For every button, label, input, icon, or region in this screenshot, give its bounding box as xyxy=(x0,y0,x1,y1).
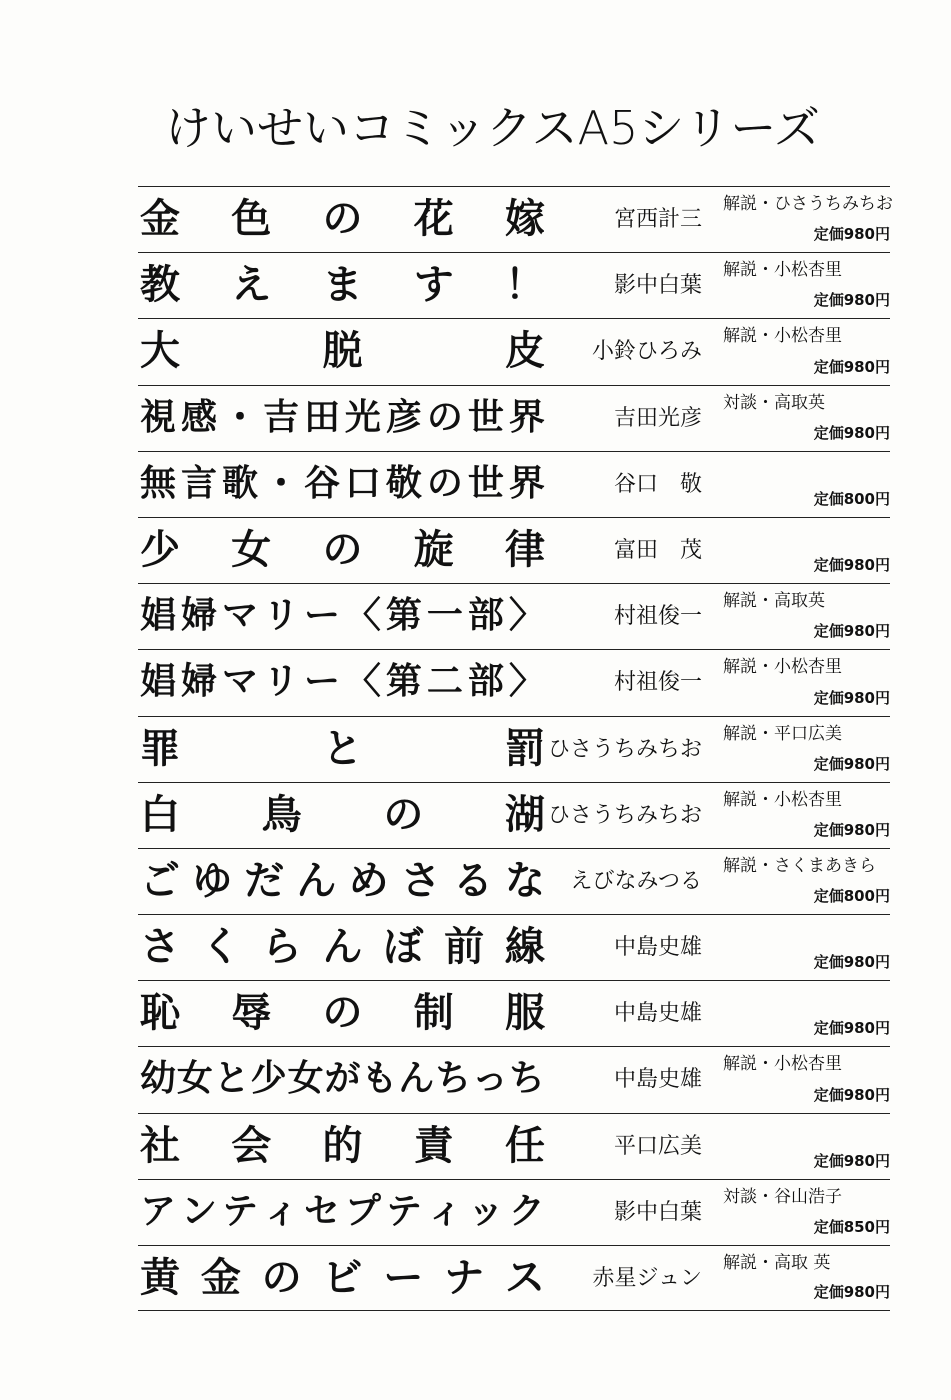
title-char: テ xyxy=(221,1190,258,1232)
book-title xyxy=(140,1057,545,1101)
book-note: 対談・谷山浩子 xyxy=(723,1186,842,1207)
title-char: さ xyxy=(400,858,441,903)
title-char: の xyxy=(322,527,363,572)
book-price: 定価850円 xyxy=(813,1218,890,1236)
title-char: だ xyxy=(244,858,285,903)
book-author: 村祖俊一 xyxy=(613,604,702,630)
book-title xyxy=(140,594,545,638)
title-char: 言 xyxy=(180,462,217,504)
title-char: ん xyxy=(322,925,363,970)
title-char: 谷 xyxy=(303,462,340,504)
title-char: と xyxy=(322,726,363,771)
book-price: 定価980円 xyxy=(813,1151,890,1170)
book-list xyxy=(138,186,893,1311)
book-price: 定価980円 xyxy=(813,357,890,376)
title-char: 世 xyxy=(467,396,504,438)
list-item xyxy=(138,1245,890,1311)
title-char: 制 xyxy=(413,991,454,1036)
book-note: 解説・小松杏里 xyxy=(723,657,842,678)
title-char: 田 xyxy=(303,396,340,438)
book-author: えびなみつる xyxy=(570,868,702,894)
book-note: 解説・高取 英 xyxy=(723,1253,831,1273)
title-char: 二 xyxy=(426,661,463,703)
book-price: 定価980円 xyxy=(813,1019,890,1038)
title-char: え xyxy=(231,263,272,308)
title-char: の xyxy=(322,197,363,241)
title-char: 婦 xyxy=(180,661,217,703)
book-note: 解説・小松杏里 xyxy=(723,326,842,347)
title-char: 女 xyxy=(231,527,272,572)
title-char: 律 xyxy=(505,527,545,572)
title-char: 婦 xyxy=(180,595,217,637)
book-title xyxy=(140,1256,545,1300)
title-char: 少 xyxy=(140,527,180,572)
title-char: プ xyxy=(344,1190,381,1232)
title-char: 旋 xyxy=(413,527,454,572)
book-title xyxy=(140,727,545,771)
title-char: 女 xyxy=(287,1058,324,1100)
title-char: ん xyxy=(398,1058,435,1100)
title-char: 黄 xyxy=(140,1256,180,1300)
title-char: 金 xyxy=(140,197,180,241)
book-author: 中島史雄 xyxy=(613,1001,702,1027)
title-char: マ xyxy=(221,661,258,703)
title-char: ナ xyxy=(444,1256,485,1300)
list-item xyxy=(138,583,890,649)
book-title xyxy=(140,859,545,903)
title-char: 任 xyxy=(505,1123,545,1168)
book-author: 谷口 敬 xyxy=(613,471,702,497)
book-price: 定価980円 xyxy=(813,1283,890,1302)
book-author: ひさうちみちお xyxy=(547,736,702,762)
title-char: 歌 xyxy=(221,462,258,504)
title-char: 光 xyxy=(344,396,381,438)
title-char: 娼 xyxy=(140,661,177,703)
title-char: ン xyxy=(180,1190,217,1232)
title-char: 世 xyxy=(467,462,504,504)
book-price: 定価980円 xyxy=(813,953,890,972)
book-author: 平口広美 xyxy=(613,1133,702,1159)
book-note: 解説・小松杏里 xyxy=(723,260,842,281)
list-item xyxy=(138,385,890,451)
title-char: ビ xyxy=(322,1256,363,1300)
book-title xyxy=(140,991,545,1035)
book-note: 解説・高取英 xyxy=(723,591,825,612)
book-author: 中島史雄 xyxy=(613,935,702,961)
book-author: 宮西計三 xyxy=(613,207,702,232)
title-char: 一 xyxy=(426,595,463,637)
title-char: ち xyxy=(508,1058,545,1100)
title-char: 辱 xyxy=(231,991,272,1036)
book-price: 定価980円 xyxy=(813,622,890,641)
title-char: の xyxy=(426,396,463,438)
book-price: 定価980円 xyxy=(813,688,890,707)
title-char: 界 xyxy=(508,396,545,438)
title-char: 色 xyxy=(231,197,272,241)
list-item xyxy=(138,451,890,517)
title-char: 感 xyxy=(180,396,217,438)
book-price: 定価800円 xyxy=(813,887,890,906)
book-price: 定価980円 xyxy=(813,423,890,442)
title-char: 〉 xyxy=(508,595,545,637)
title-char: 罰 xyxy=(505,726,545,771)
title-char: 無 xyxy=(140,462,177,504)
title-char: 〈 xyxy=(344,661,381,703)
title-char: が xyxy=(324,1058,361,1100)
title-char: ま xyxy=(322,263,363,308)
title-char: 第 xyxy=(385,595,422,637)
book-title xyxy=(140,528,545,572)
list-item xyxy=(138,914,890,980)
book-price: 定価980円 xyxy=(813,225,890,244)
book-note: 解説・ひさうちみちお xyxy=(723,194,893,214)
title-char: 女 xyxy=(176,1058,213,1100)
title-char: ー xyxy=(303,595,340,637)
list-item xyxy=(138,517,890,583)
title-char: ー xyxy=(383,1256,424,1300)
book-author: 富田 茂 xyxy=(613,537,702,563)
title-char: 金 xyxy=(200,1256,241,1300)
title-char: 教 xyxy=(140,263,180,308)
book-title xyxy=(140,660,545,704)
title-char: 鳥 xyxy=(261,792,302,837)
title-char: 花 xyxy=(413,197,454,241)
book-note: 解説・小松杏里 xyxy=(723,1054,842,1075)
title-char: も xyxy=(361,1058,398,1100)
list-item xyxy=(138,252,890,318)
title-char: ー xyxy=(303,661,340,703)
title-char: の xyxy=(322,991,363,1036)
book-title xyxy=(140,197,545,241)
list-item xyxy=(138,716,890,782)
title-char: と xyxy=(213,1058,250,1100)
book-note: 解説・平口広美 xyxy=(723,723,842,744)
title-char: な xyxy=(504,858,545,903)
title-char: す xyxy=(413,263,454,308)
book-author: 吉田光彦 xyxy=(613,405,702,431)
book-author: 中島史雄 xyxy=(613,1067,702,1093)
title-char: ご xyxy=(140,858,180,903)
title-char: ぼ xyxy=(383,925,424,970)
title-char: 責 xyxy=(413,1123,454,1168)
book-title xyxy=(140,263,545,307)
book-price: 定価980円 xyxy=(813,820,890,839)
book-price: 定価800円 xyxy=(813,489,890,508)
title-char: 視 xyxy=(140,396,177,438)
list-item xyxy=(138,1113,890,1179)
title-char: 恥 xyxy=(140,991,180,1036)
title-char: 口 xyxy=(344,462,381,504)
title-char: 彦 xyxy=(385,396,422,438)
title-char: っ xyxy=(472,1058,509,1100)
title-char: リ xyxy=(262,661,299,703)
book-author: 影中白葉 xyxy=(613,1199,702,1225)
book-note: 解説・さくまあきら xyxy=(723,855,876,876)
title-char: く xyxy=(200,925,241,970)
title-char: ら xyxy=(261,925,302,970)
title-char: 会 xyxy=(231,1123,272,1168)
title-char: ア xyxy=(140,1190,177,1232)
title-char: セ xyxy=(303,1190,340,1232)
book-title xyxy=(140,396,545,440)
title-char: 娼 xyxy=(140,595,177,637)
title-char: ク xyxy=(508,1190,545,1232)
title-char: 嫁 xyxy=(505,197,545,241)
book-author: 小鈴ひろみ xyxy=(591,339,702,365)
title-char: ！ xyxy=(505,263,545,308)
book-author: 村祖俊一 xyxy=(613,670,702,696)
title-char: ん xyxy=(296,858,337,903)
title-char: リ xyxy=(262,595,299,637)
title-char: 脱 xyxy=(322,329,363,374)
book-title xyxy=(140,1124,545,1168)
title-char: マ xyxy=(221,595,258,637)
title-char: 社 xyxy=(140,1123,180,1168)
title-char: 部 xyxy=(467,661,504,703)
title-char: 的 xyxy=(322,1123,363,1168)
title-char: 少 xyxy=(250,1058,287,1100)
title-char: 服 xyxy=(505,991,545,1036)
title-char: 吉 xyxy=(262,396,299,438)
book-note: 対談・高取英 xyxy=(723,392,825,413)
title-char: 幼 xyxy=(140,1058,177,1100)
series-title: けいせいコミックスA5シリーズ xyxy=(165,101,821,155)
book-author: 影中白葉 xyxy=(613,273,702,299)
title-char: 〉 xyxy=(508,661,545,703)
title-char: の xyxy=(383,792,424,837)
title-char: 部 xyxy=(467,595,504,637)
title-char: る xyxy=(452,858,493,903)
book-title xyxy=(140,1190,545,1234)
title-char: 〈 xyxy=(344,595,381,637)
title-char: 湖 xyxy=(504,792,545,837)
book-title xyxy=(140,329,545,373)
title-char: ち xyxy=(435,1058,472,1100)
title-char: 界 xyxy=(508,462,545,504)
title-char: ゆ xyxy=(192,858,233,903)
title-char: 線 xyxy=(504,925,545,970)
list-item xyxy=(138,782,890,848)
title-char: ィ xyxy=(426,1190,463,1232)
book-price: 定価980円 xyxy=(813,1085,890,1104)
list-item xyxy=(138,1046,890,1112)
title-char: テ xyxy=(385,1190,422,1232)
list-item xyxy=(138,649,890,715)
list-item xyxy=(138,848,890,914)
title-char: 敬 xyxy=(385,462,422,504)
title-char: 白 xyxy=(140,792,180,837)
book-title xyxy=(140,793,545,837)
title-char: ッ xyxy=(467,1190,504,1232)
book-author: 赤星ジュン xyxy=(592,1266,702,1291)
title-char: ィ xyxy=(262,1190,299,1232)
title-char: さ xyxy=(140,925,180,970)
book-price: 定価980円 xyxy=(813,556,890,575)
title-char: 皮 xyxy=(505,329,545,374)
title-char: ス xyxy=(504,1256,545,1300)
book-price: 定価980円 xyxy=(813,754,890,773)
title-char: 罪 xyxy=(140,726,180,771)
title-char: 大 xyxy=(140,329,180,374)
book-price: 定価980円 xyxy=(813,291,890,310)
title-char: ・ xyxy=(262,462,299,504)
list-item xyxy=(138,186,893,252)
title-char: ・ xyxy=(221,396,258,438)
list-item xyxy=(138,1179,890,1245)
list-item xyxy=(138,980,890,1046)
title-char: 第 xyxy=(385,661,422,703)
book-note: 解説・小松杏里 xyxy=(723,789,842,810)
book-author: ひさうちみちお xyxy=(547,802,702,828)
title-char: の xyxy=(261,1256,302,1300)
book-title xyxy=(140,462,545,506)
title-char: の xyxy=(426,462,463,504)
list-item xyxy=(138,318,890,384)
title-char: 前 xyxy=(444,925,485,970)
title-char: め xyxy=(348,858,389,903)
book-title xyxy=(140,925,545,969)
